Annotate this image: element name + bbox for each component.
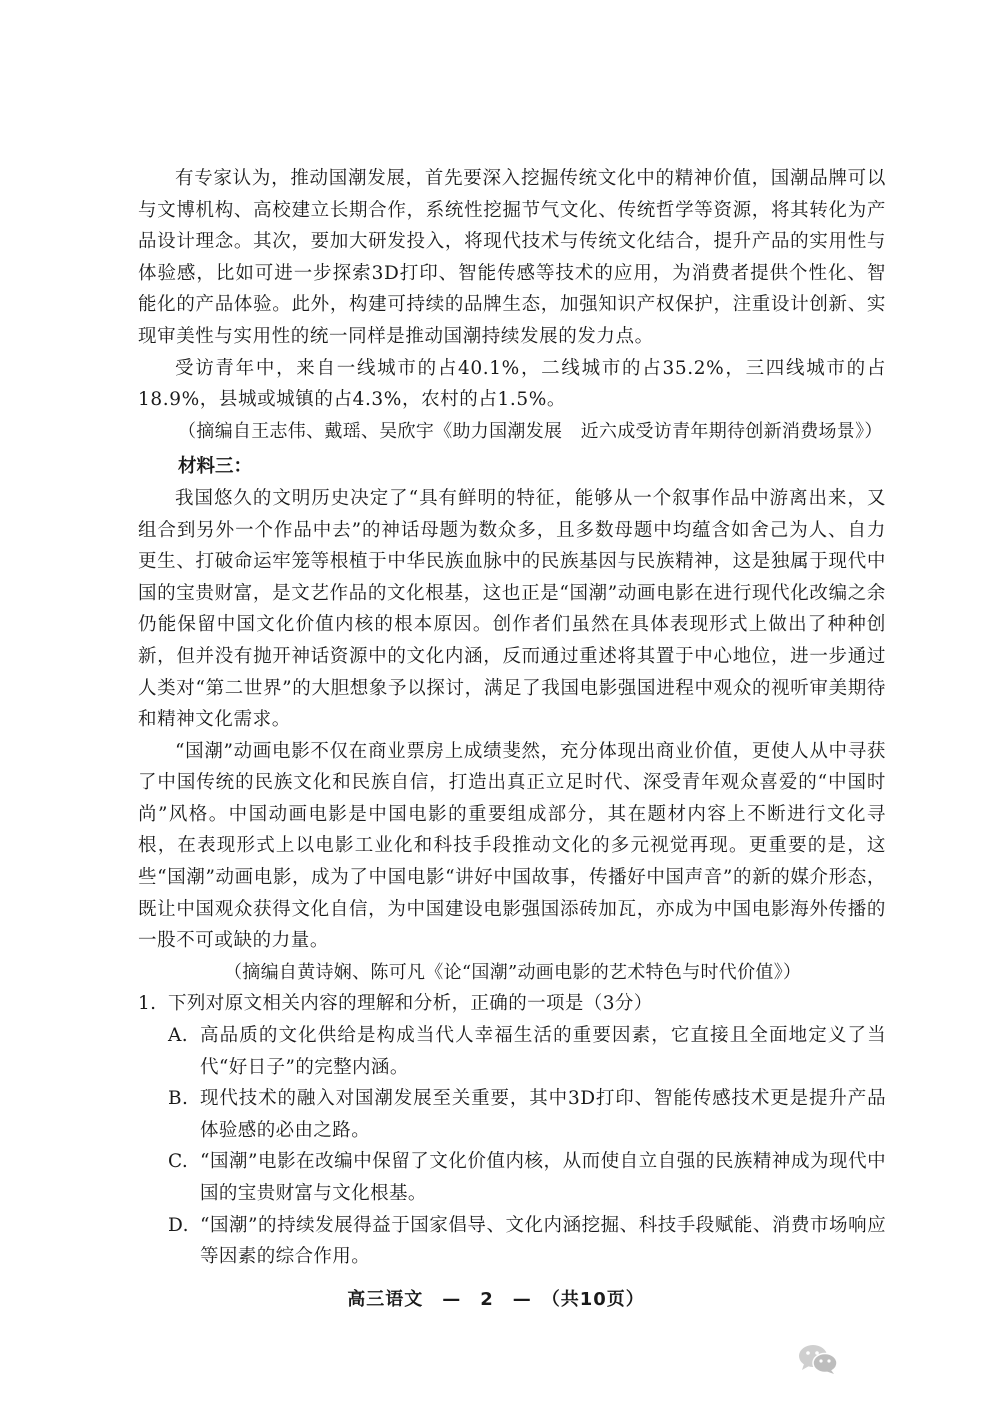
option-text: 现代技术的融入对国潮发展至关重要，其中3D打印、智能传感技术更是提升产品体验感的必由之路。 bbox=[200, 1088, 886, 1141]
option-letter: C. bbox=[168, 1151, 189, 1173]
paragraph-expert-opinion: 有专家认为，推动国潮发展，首先要深入挖掘传统文化中的精神价值，国潮品牌可以与文博机构、高校建立长期合作，系统性挖掘节气文化、传统哲学等资源，将其转化为产品设计理念。其次，要加大研发投入，将现代技术与传统文化结合，提升产品的实用性与体验感，比如可进一步探索3D打印、智能传感等技术的应用，为消费者提供个性化、智能化的产品体验。此外，构建可持续的品牌生态，加强知识产权保护，注重设计创新、实现审美性与实用性的统一同样是推动国潮持续发展的发力点。 bbox=[138, 168, 886, 347]
question-stem: 下列对原文相关内容的理解和分析，正确的一项是（3分） bbox=[168, 993, 653, 1015]
page-footer: 高三语文 — 2 — （共10页） bbox=[347, 1289, 645, 1310]
option-d bbox=[168, 1210, 886, 1273]
paragraph-survey-stats: 受访青年中，来自一线城市的占40.1%，二线城市的占35.2%，三四线城市的占18.9%，县城或城镇的占4.3%，农村的占1.5%。 bbox=[138, 357, 886, 411]
material-three-title: 材料三： bbox=[178, 456, 253, 478]
paragraph-myth-motifs: 我国悠久的文明历史决定了“具有鲜明的特征，能够从一个叙事作品中游离出来，又组合到另外一个作品中去”的神话母题为数众多，且多数母题中均蕴含如舍己为人、自力更生、打破命运牢笼等根植于中华民族血脉中的民族基因与民族精神，这是独属于现代中国的宝贵财富，是文艺作品的文化根基，这也正是“国潮”动画电影在进行现代化改编之余仍能保留中国文化价值内核的根本原因。创作者们虽然在具体表现形式上做出了种种创新，但并没有抛开神话资源中的文化内涵，反而通过重述将其置于中心地位，进一步通过人类对“第二世界”的大胆想象予以探讨，满足了我国电影强国进程中观众的视听审美期待和精神文化需求。 bbox=[138, 487, 886, 731]
question-1 bbox=[138, 988, 886, 1020]
option-text: “国潮”电影在改编中保留了文化价值内核，从而使自立自强的民族精神成为现代中国的宝贵财富与文化根基。 bbox=[200, 1151, 886, 1204]
option-letter: A. bbox=[168, 1025, 189, 1047]
option-c bbox=[168, 1146, 886, 1209]
source-citation-material-two: （摘编自王志伟、戴瑶、吴欣宇《助力国潮发展 近六成受访青年期待创新消费场景》） bbox=[178, 420, 883, 442]
option-text: “国潮”的持续发展得益于国家倡导、文化内涵挖掘、科技手段赋能、消费市场响应等因素的综合作用。 bbox=[200, 1214, 886, 1268]
option-letter: D. bbox=[168, 1214, 189, 1236]
option-b bbox=[168, 1083, 886, 1146]
option-text: 高品质的文化供给是构成当代人幸福生活的重要因素，它直接且全面地定义了当代“好日子”的完整内涵。 bbox=[200, 1025, 886, 1078]
question-number: 1. bbox=[138, 993, 157, 1015]
option-letter: B. bbox=[168, 1088, 189, 1110]
paragraph-guochao-animation: “国潮”动画电影不仅在商业票房上成绩斐然，充分体现出商业价值，更使人从中寻获了中国传统的民族文化和民族自信，打造出真正立足时代、深受青年观众喜爱的“中国时尚”风格。中国动画电影是中国电影的重要组成部分，其在题材内容上不断进行文化寻根，在表现形式上以电影工业化和科技手段推动文化的多元视觉再现。更重要的是，这些“国潮”动画电影，成为了中国电影“讲好中国故事，传播好中国声音”的新的媒介形态，既让中国观众获得文化自信，为中国建设电影强国添砖加瓦，亦成为中国电影海外传播的一股不可或缺的力量。 bbox=[138, 740, 886, 952]
source-citation-material-three: （摘编自黄诗娴、陈可凡《论“国潮”动画电影的艺术特色与时代价值》） bbox=[224, 961, 802, 983]
wechat-logo-icon bbox=[796, 1342, 840, 1376]
exam-page-body bbox=[138, 163, 886, 1273]
option-a bbox=[168, 1020, 886, 1083]
